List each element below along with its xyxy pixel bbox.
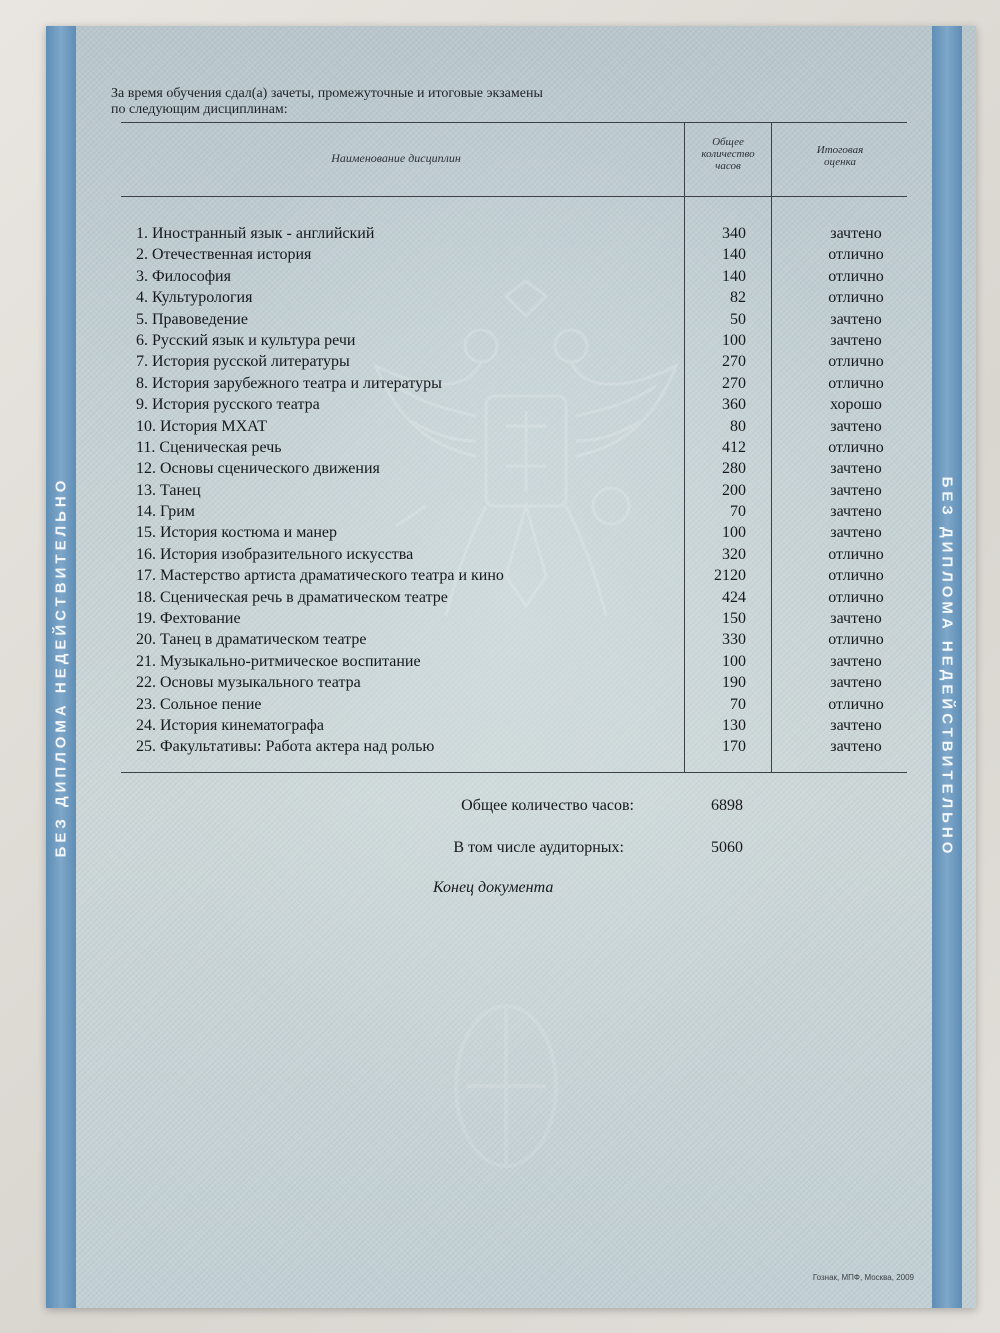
discipline-hours: 190 xyxy=(722,674,746,692)
table-row xyxy=(136,351,896,372)
discipline-name: 11. Сценическая речь xyxy=(136,438,282,456)
table-bottom-border xyxy=(121,772,907,773)
table-row xyxy=(136,672,896,693)
discipline-grade: отлично xyxy=(828,374,884,392)
discipline-name: 12. Основы сценического движения xyxy=(136,460,380,478)
discipline-hours: 70 xyxy=(730,695,746,713)
table-row xyxy=(136,330,896,351)
total-hours-value: 6898 xyxy=(711,797,743,814)
discipline-name: 10. История МХАТ xyxy=(136,417,268,435)
discipline-name: 1. Иностранный язык - английский xyxy=(136,225,375,242)
table-row xyxy=(136,694,896,715)
discipline-name: 18. Сценическая речь в драматическом театре xyxy=(136,588,448,606)
discipline-name: 14. Грим xyxy=(136,503,195,521)
discipline-grade: отлично xyxy=(828,353,884,371)
header-hours-line-3: часов xyxy=(715,160,741,172)
discipline-hours: 424 xyxy=(722,588,746,606)
total-hours-label: Общее количество часов: xyxy=(461,797,634,814)
discipline-name: 3. Философия xyxy=(136,267,231,285)
table-row xyxy=(136,587,896,608)
table-row xyxy=(136,608,896,629)
discipline-hours: 340 xyxy=(722,225,746,242)
discipline-hours: 412 xyxy=(722,438,746,456)
discipline-hours: 270 xyxy=(722,374,746,392)
diploma-supplement-page xyxy=(46,26,976,1308)
table-top-border xyxy=(121,122,907,123)
header-hours-line-1: Общее xyxy=(712,136,744,148)
discipline-grade: зачтено xyxy=(830,481,882,499)
discipline-name: 15. История костюма и манер xyxy=(136,524,338,542)
header-grade xyxy=(774,144,906,168)
discipline-grade: отлично xyxy=(828,631,884,649)
discipline-grade: зачтено xyxy=(830,716,882,734)
discipline-grade: хорошо xyxy=(830,396,882,414)
table-row xyxy=(136,565,896,586)
left-stripe-text: БЕЗ ДИПЛОМА НЕДЕЙСТВИТЕЛЬНО xyxy=(52,476,70,858)
discipline-name: 24. История кинематографа xyxy=(136,716,324,734)
discipline-hours: 140 xyxy=(722,246,746,264)
printer-imprint: Гознак, МПФ, Москва, 2009 xyxy=(812,1273,914,1282)
discipline-grade: зачтено xyxy=(830,460,882,478)
table-row xyxy=(136,522,896,543)
discipline-name: 6. Русский язык и культура речи xyxy=(136,331,356,349)
table-row xyxy=(136,373,896,394)
table-row xyxy=(136,501,896,522)
discipline-name: 23. Сольное пение xyxy=(136,695,262,713)
discipline-grade: зачтено xyxy=(830,503,882,521)
discipline-grade: отлично xyxy=(828,246,884,264)
discipline-hours: 280 xyxy=(722,460,746,478)
discipline-hours: 80 xyxy=(730,417,746,435)
discipline-grade: отлично xyxy=(828,438,884,456)
table-row xyxy=(136,223,896,244)
header-grade-line-1: Итоговая xyxy=(816,144,864,156)
discipline-name: 16. История изобразительного искусства xyxy=(136,545,414,563)
table-row xyxy=(136,480,896,501)
header-hours xyxy=(686,136,770,172)
discipline-name: 2. Отечественная история xyxy=(136,246,312,264)
header-discipline: Наименование дисциплин xyxy=(331,151,461,165)
intro-text xyxy=(111,86,711,118)
discipline-name: 20. Танец в драматическом театре xyxy=(136,631,367,649)
end-of-document: Конец документа xyxy=(433,879,554,896)
discipline-grade: зачтено xyxy=(830,524,882,542)
discipline-hours: 140 xyxy=(722,267,746,285)
discipline-hours: 270 xyxy=(722,353,746,371)
discipline-grade: зачтено xyxy=(830,310,882,328)
discipline-grade: зачтено xyxy=(830,610,882,628)
discipline-name: 13. Танец xyxy=(136,481,201,499)
table-row xyxy=(136,458,896,479)
table-row xyxy=(136,287,896,308)
table-row xyxy=(136,629,896,650)
table-row xyxy=(136,736,896,757)
table-row xyxy=(136,715,896,736)
discipline-grade: отлично xyxy=(828,695,884,713)
discipline-hours: 70 xyxy=(730,503,746,521)
discipline-grade: отлично xyxy=(828,588,884,606)
discipline-hours: 100 xyxy=(722,331,746,349)
auditory-hours-label: В том числе аудиторных: xyxy=(453,839,624,856)
discipline-hours: 360 xyxy=(722,396,746,414)
intro-line-1: За время обучения сдал(а) зачеты, промежуточные и итоговые экзамены xyxy=(111,86,543,101)
table-row xyxy=(136,309,896,330)
discipline-grade: отлично xyxy=(828,289,884,307)
intro-line-2: по следующим дисциплинам: xyxy=(111,102,288,117)
table-row xyxy=(136,244,896,265)
discipline-grade: зачтено xyxy=(830,225,882,242)
discipline-hours: 130 xyxy=(722,716,746,734)
table-row xyxy=(136,266,896,287)
discipline-name: 5. Правоведение xyxy=(136,310,248,328)
discipline-grade: отлично xyxy=(828,567,884,585)
discipline-name: 22. Основы музыкального театра xyxy=(136,674,361,692)
discipline-name: 19. Фехтование xyxy=(136,610,241,628)
discipline-hours: 50 xyxy=(730,310,746,328)
discipline-name: 7. История русской литературы xyxy=(136,353,350,371)
header-hours-line-2: количество xyxy=(701,148,755,160)
right-stripe-text: БЕЗ ДИПЛОМА НЕДЕЙСТВИТЕЛЬНО xyxy=(938,476,956,858)
table-row xyxy=(136,651,896,672)
discipline-name: 9. История русского театра xyxy=(136,396,320,414)
discipline-hours: 82 xyxy=(730,289,746,307)
discipline-name: 21. Музыкально-ритмическое воспитание xyxy=(136,652,421,670)
discipline-hours: 150 xyxy=(722,610,746,628)
discipline-grade: отлично xyxy=(828,267,884,285)
table-row xyxy=(136,437,896,458)
table-row xyxy=(136,416,896,437)
discipline-hours: 100 xyxy=(722,524,746,542)
left-security-stripe xyxy=(46,26,76,1308)
disciplines-list xyxy=(136,223,896,758)
discipline-grade: отлично xyxy=(828,545,884,563)
discipline-grade: зачтено xyxy=(830,417,882,435)
discipline-hours: 330 xyxy=(722,631,746,649)
auditory-hours-value: 5060 xyxy=(711,839,743,856)
discipline-hours: 100 xyxy=(722,652,746,670)
table-header-bottom-border xyxy=(121,196,907,197)
discipline-grade: зачтено xyxy=(830,652,882,670)
discipline-hours: 200 xyxy=(722,481,746,499)
right-security-stripe xyxy=(932,26,962,1308)
discipline-hours: 320 xyxy=(722,545,746,563)
discipline-name: 4. Культурология xyxy=(136,289,253,307)
discipline-name: 25. Факультативы: Работа актера над ролью xyxy=(136,738,435,756)
header-grade-line-2: оценка xyxy=(824,156,856,168)
discipline-grade: зачтено xyxy=(830,738,882,756)
watermark-ornament-icon xyxy=(406,986,606,1186)
table-row xyxy=(136,394,896,415)
discipline-hours: 170 xyxy=(722,738,746,756)
discipline-name: 17. Мастерство артиста драматического театра и кино xyxy=(136,567,504,585)
discipline-name: 8. История зарубежного театра и литературы xyxy=(136,374,442,392)
discipline-hours: 2120 xyxy=(714,567,746,585)
discipline-grade: зачтено xyxy=(830,331,882,349)
table-row xyxy=(136,544,896,565)
discipline-grade: зачтено xyxy=(830,674,882,692)
